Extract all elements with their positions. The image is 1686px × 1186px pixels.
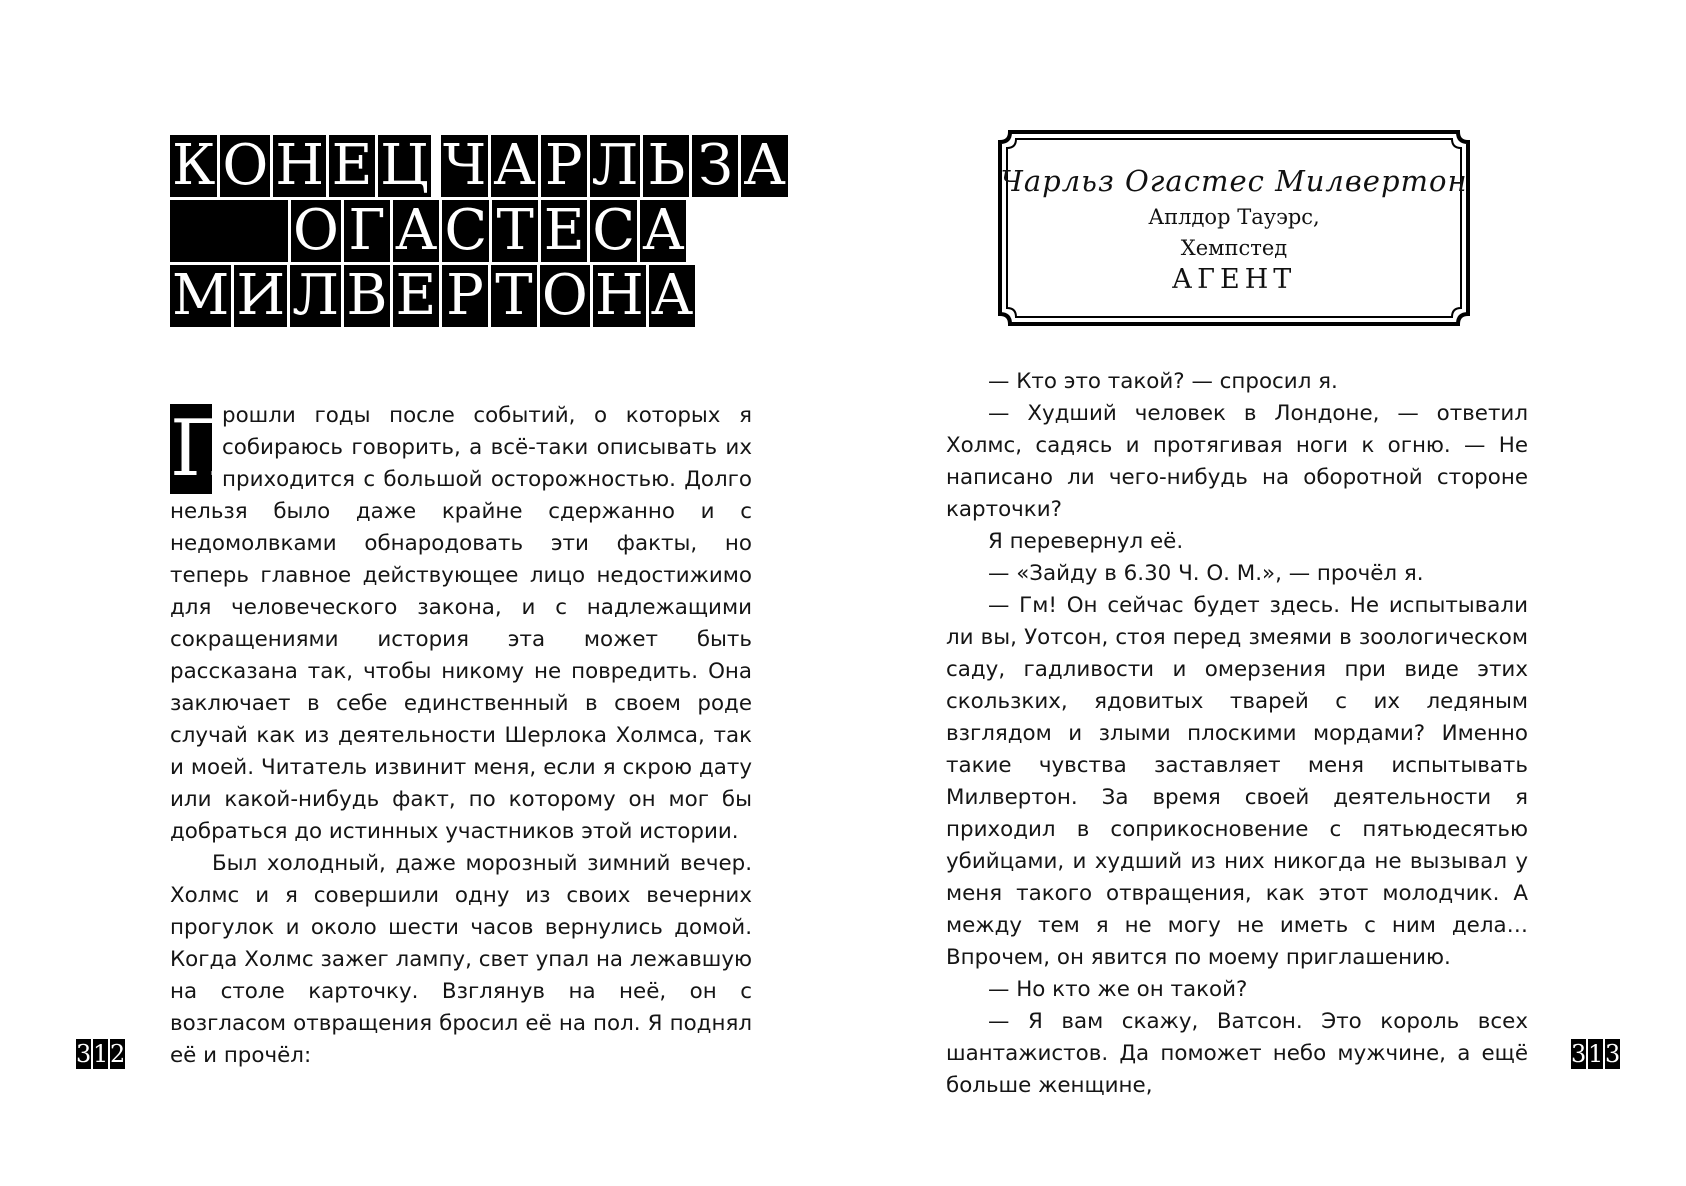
- paragraph: — Я вам скажу, Ватсон. Это король всех шантажистов. Да поможет небо мужчине, а ещё больше женщине,: [946, 1009, 1528, 1098]
- page-number-digit: 2: [110, 1040, 126, 1068]
- title-letter-tile: А: [493, 133, 536, 198]
- paragraph: — Но кто же он такой?: [988, 977, 1248, 1002]
- title-letter-tile: С: [444, 198, 488, 263]
- title-letter-tile: Л: [292, 263, 339, 328]
- first-paragraph-text: рошли годы после событий, о которых я собираюсь говорить, а всё-таки описывать их приходится с большой осторожностью. Долго нельзя было даже крайне сдержанно и с недомолвками обнародовать эти факты, но теперь главное действующее лицо недостижимо для человеческого закона, и с надлежащими сокращениями история эта может быть рассказана так, чтобы никому не повредить. Она заключает в себе единственный в своем роде случай как из деятельности Шерлока Холмса, так и моей. Читатель извинит меня, если я скрою дату или какой-нибудь факт, по которому он мог бы добраться до истинных участников этой истории.: [170, 403, 752, 844]
- title-letter-tile: Н: [275, 133, 325, 198]
- title-letter-tile: А: [650, 263, 694, 328]
- page-number-digit: 1: [1588, 1040, 1604, 1068]
- title-letter-tile: И: [236, 263, 286, 328]
- right-body-text: [946, 366, 1528, 1102]
- paragraph: — «Зайду в 6.30 Ч. О. М.», — прочёл я.: [988, 561, 1424, 586]
- title-letter-tile: Е: [329, 135, 375, 197]
- title-blank-tile: [170, 200, 288, 262]
- title-word: [170, 135, 431, 197]
- title-letter-tile: З: [692, 135, 738, 197]
- card-name: Чарльз Огастес Милвертон: [1000, 164, 1468, 198]
- title-letter-tile: Е: [393, 265, 439, 327]
- title-letter-tile: Ь: [643, 135, 689, 197]
- title-line: [170, 200, 686, 262]
- title-letter-tile: О: [222, 133, 269, 198]
- title-word-gap: [434, 135, 438, 197]
- title-letter-tile: Е: [541, 200, 587, 262]
- title-letter-tile: С: [592, 198, 636, 263]
- card-address-line-2: Хемпстед: [1180, 236, 1288, 260]
- title-letter-tile: В: [344, 265, 390, 327]
- title-letter-tile: А: [642, 198, 685, 263]
- left-body-text: [170, 400, 752, 1072]
- calling-card: [996, 128, 1472, 328]
- drop-cap: П: [170, 404, 239, 494]
- title-letter-tile: Л: [591, 133, 639, 198]
- page-number-digit: 1: [93, 1040, 109, 1068]
- title-line: [170, 265, 695, 327]
- title-letter-tile: Ц: [380, 133, 429, 198]
- page-number-left: [76, 1039, 125, 1069]
- title-letter-tile: Н: [594, 263, 644, 328]
- title-letter-tile: Ч: [442, 133, 487, 198]
- right-page: [843, 0, 1686, 1186]
- title-word: [441, 135, 788, 197]
- card-address-line-1: Аплдор Тауэрс,: [1148, 205, 1320, 229]
- title-letter-tile: К: [172, 133, 216, 198]
- title-word: [291, 200, 686, 262]
- page-number-right: [1571, 1039, 1620, 1069]
- title-letter-tile: А: [743, 133, 786, 198]
- page-number-digit: 3: [1605, 1040, 1621, 1068]
- paragraph: — Худший человек в Лондоне, — ответил Холмс, садясь и протягивая ноги к огню. — Не написано ли чего-нибудь на оборотной стороне карточки?: [946, 401, 1528, 522]
- title-letter-tile: Т: [492, 200, 538, 262]
- title-word: [170, 265, 695, 327]
- paragraph: — Гм! Он сейчас будет здесь. Не испытывали ли вы, Уотсон, стоя перед змеями в зоологическом саду, гадливости и омерзения при виде этих скользких, ядовитых тварей с их ледяным взглядом и злыми плоскими мордами? Именно такие чувства заставляет меня испытывать Милвертон. За время своей деятельности я приходил в соприкосновение с пятьюдесятью убийцами, и худший из них никогда не вызывал у меня такого отвращения, как этот молодчик. А между тем я не могу не иметь с ним дела… Впрочем, он явится по моему приглашению.: [946, 593, 1528, 970]
- page-number-digit: 3: [76, 1040, 92, 1068]
- title-line: [170, 135, 788, 197]
- title-letter-tile: О: [541, 263, 588, 328]
- title-letter-tile: Р: [541, 135, 587, 197]
- title-letter-tile: Р: [442, 265, 488, 327]
- title-letter-tile: Т: [491, 265, 537, 327]
- first-paragraph: [170, 400, 752, 848]
- paragraph: Был холодный, даже морозный зимний вечер. Холмс и я совершили одну из своих вечерних прогулок и около шести часов вернулись домой. Когда Холмс зажег лампу, свет упал на лежавшую на столе карточку. Взглянув на неё, он с возгласом отвращения бросил её на пол. Я поднял её и прочёл:: [170, 851, 752, 1068]
- paragraph: — Кто это такой? — спросил я.: [988, 369, 1338, 394]
- title-letter-tile: Г: [344, 200, 390, 262]
- title-letter-tile: О: [293, 198, 339, 263]
- card-role: АГЕНТ: [1171, 264, 1297, 295]
- title-letter-tile: А: [394, 198, 438, 263]
- title-letter-tile: М: [172, 263, 230, 328]
- paragraph: Я перевернул её.: [988, 529, 1184, 554]
- page-number-digit: 3: [1571, 1040, 1587, 1068]
